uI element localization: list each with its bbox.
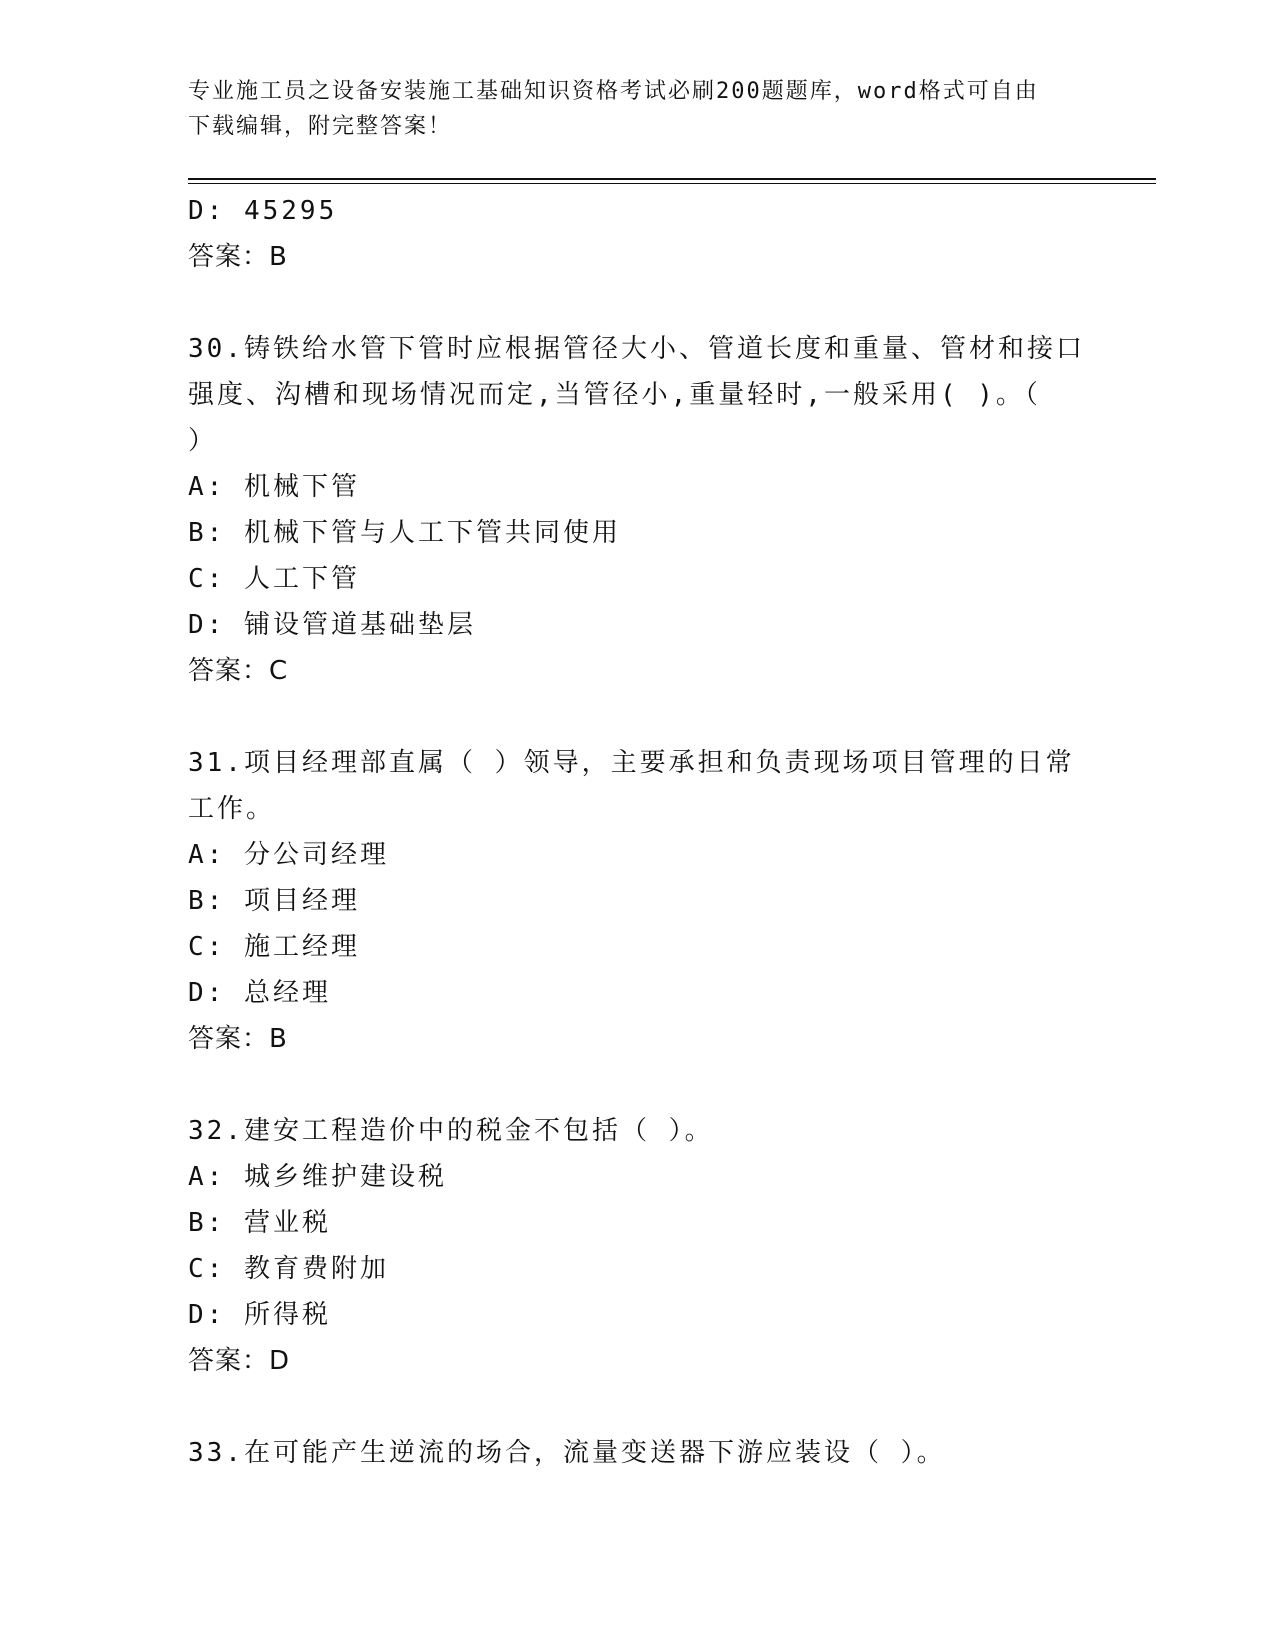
header-rule-thin: [188, 183, 1156, 184]
option-d: D: 所得税: [188, 1300, 331, 1330]
option-c: C: 教育费附加: [188, 1254, 389, 1284]
question-32: [188, 1108, 1088, 1384]
question-text-line: ）: [188, 426, 218, 456]
option-c: C: 施工经理: [188, 932, 360, 962]
header-rule-thick: [188, 178, 1156, 180]
question-text-line: 32.建安工程造价中的税金不包括（ ）。: [188, 1116, 714, 1146]
answer-line: 答案：D: [188, 1346, 291, 1376]
option-d: D: 铺设管道基础垫层: [188, 610, 476, 640]
answer-line: 答案：C: [188, 656, 289, 686]
question-text-line: 强度、沟槽和现场情况而定,当管径小,重量轻时,一般采用( )。（: [188, 380, 1041, 410]
question-text-line: 30.铸铁给水管下管时应根据管径大小、管道长度和重量、管材和接口: [188, 334, 1085, 364]
option-b: B: 营业税: [188, 1208, 331, 1238]
option-a: A: 机械下管: [188, 472, 360, 502]
question-33: [188, 1430, 1088, 1476]
question-30: [188, 326, 1088, 694]
option-b: B: 项目经理: [188, 886, 360, 916]
page-header: [188, 74, 1088, 144]
spacer: [188, 280, 1088, 326]
spacer: [188, 694, 1088, 740]
option-a: A: 城乡维护建设税: [188, 1162, 447, 1192]
header-line-1: 专业施工员之设备安装施工基础知识资格考试必刷200题题库，word格式可自由: [188, 79, 1039, 104]
question-content: [188, 188, 1088, 1476]
question-text-line: 33.在可能产生逆流的场合，流量变送器下游应装设（ ）。: [188, 1438, 946, 1468]
question-text-line: 工作。: [188, 794, 276, 824]
spacer: [188, 1384, 1088, 1430]
option-c: C: 人工下管: [188, 564, 360, 594]
question-31: [188, 740, 1088, 1062]
answer-line: 答案：B: [188, 242, 288, 272]
spacer: [188, 1062, 1088, 1108]
answer-line: 答案：B: [188, 1024, 288, 1054]
header-line-2: 下载编辑，附完整答案！: [188, 114, 453, 139]
option-d: D: 总经理: [188, 978, 331, 1008]
option-a: A: 分公司经理: [188, 840, 389, 870]
option-d: D: 45295: [188, 196, 338, 226]
option-b: B: 机械下管与人工下管共同使用: [188, 518, 621, 548]
question-text-line: 31.项目经理部直属（ ）领导，主要承担和负责现场项目管理的日常: [188, 748, 1075, 778]
